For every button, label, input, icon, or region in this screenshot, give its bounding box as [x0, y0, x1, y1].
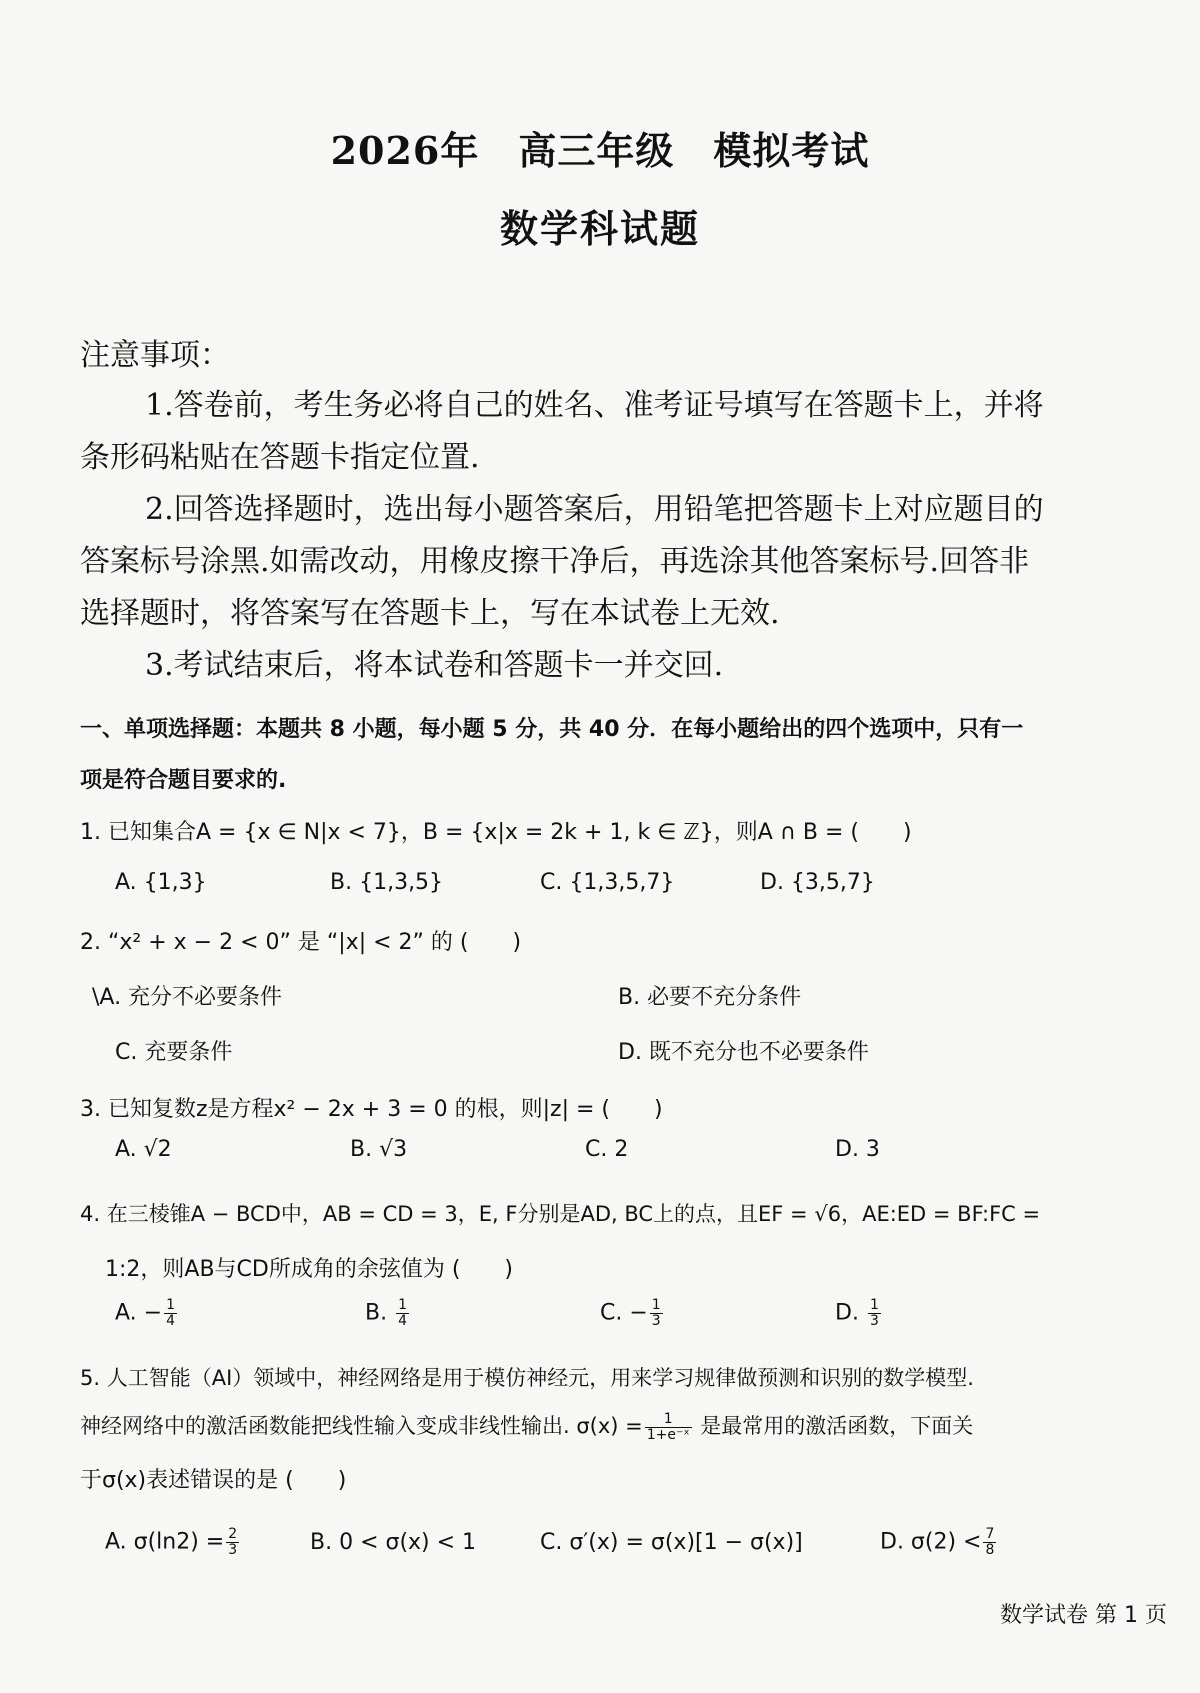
fraction — [868, 1298, 881, 1329]
section-1-heading: 一、单项选择题：本题共 8 小题，每小题 5 分，共 40 分．在每小题给出的四个选项中，只有一 — [80, 717, 1024, 742]
notice-item-3: 3.考试结束后，将本试卷和答题卡一并交回. — [145, 648, 724, 683]
notice-item-1-line-1: 1.答卷前，考生务必将自己的姓名、准考证号填写在答题卡上，并将 — [145, 388, 1044, 423]
fraction-denominator: 3 — [651, 1313, 661, 1329]
question-1-option-a: A. {1,3} — [115, 870, 207, 895]
question-5-option-b: B. 0 < σ(x) < 1 — [310, 1530, 477, 1555]
section-1-heading-line-2: 项是符合题目要求的. — [80, 768, 287, 793]
question-4-option-d — [835, 1298, 883, 1329]
fraction-denominator: 3 — [869, 1313, 879, 1329]
question-5-line-1: 5. 人工智能（AI）领域中，神经网络是用于模仿神经元，用来学习规律做预测和识别的数学模型. — [80, 1366, 974, 1390]
fraction — [650, 1298, 663, 1329]
option-label: D. — [835, 1300, 866, 1326]
question-3-option-d: D. 3 — [835, 1137, 880, 1162]
fraction-denominator: 1+e⁻ˣ — [646, 1426, 690, 1443]
question-5-option-c: C. σ′(x) = σ(x)[1 − σ(x)] — [540, 1530, 803, 1555]
question-4-option-b — [365, 1298, 411, 1329]
fraction-denominator: 3 — [228, 1542, 238, 1558]
fraction — [164, 1298, 177, 1329]
question-5-option-a — [105, 1527, 241, 1558]
question-5-option-d — [880, 1527, 998, 1558]
notice-item-2-line-1: 2.回答选择题时，选出每小题答案后，用铅笔把答题卡上对应题目的 — [145, 492, 1044, 527]
notice-heading: 注意事项： — [80, 338, 230, 373]
notice-item-2-line-2: 答案标号涂黑.如需改动，用橡皮擦干净后，再选涂其他答案标号.回答非 — [80, 544, 1030, 579]
question-1-stem: 1. 已知集合A = {x ∈ N|x < 7}，B = {x|x = 2k + 1, k ∈ ℤ}，则A ∩ B = ( ) — [80, 820, 912, 845]
notice-item-2-line-3: 选择题时，将答案写在答题卡上，写在本试卷上无效. — [80, 596, 780, 631]
fraction-denominator: 4 — [398, 1313, 408, 1329]
fraction — [396, 1298, 409, 1329]
question-2-option-a: \A. 充分不必要条件 — [92, 985, 283, 1010]
option-label: A. σ(ln2) = — [105, 1529, 225, 1555]
notice-item-1-line-2: 条形码粘贴在答题卡指定位置. — [80, 440, 480, 475]
question-5-line-3: 于σ(x)表述错误的是 ( ) — [80, 1468, 347, 1493]
question-5-text-b: 是最常用的激活函数，下面关 — [693, 1414, 974, 1438]
fraction-denominator: 4 — [166, 1313, 176, 1329]
fraction — [983, 1527, 996, 1558]
option-label: D. σ(2) < — [880, 1529, 982, 1555]
fraction-numerator: 2 — [228, 1526, 238, 1542]
question-5-text-a: 神经网络中的激活函数能把线性输入变成非线性输出. σ(x) = — [80, 1414, 643, 1438]
fraction-numerator: 1 — [398, 1297, 408, 1313]
subject-title: 数学科试题 — [499, 206, 700, 251]
question-2-option-c: C. 充要条件 — [115, 1040, 233, 1065]
page-footer: 数学试卷 第 1 页 — [1000, 1603, 1167, 1628]
sigmoid-fraction — [645, 1412, 692, 1443]
fraction-numerator: 1 — [166, 1297, 176, 1313]
question-4-stem-line-2: 1:2，则AB与CD所成角的余弦值为 ( ) — [105, 1257, 514, 1282]
question-4-option-c — [600, 1298, 665, 1329]
option-label: B. — [365, 1300, 395, 1326]
question-1-option-b: B. {1,3,5} — [330, 870, 444, 895]
question-1-option-c: C. {1,3,5,7} — [540, 870, 675, 895]
fraction-denominator: 8 — [985, 1542, 995, 1558]
question-4-option-a — [115, 1298, 179, 1329]
question-5-line-2 — [80, 1410, 973, 1443]
question-3-option-b: B. √3 — [350, 1137, 408, 1162]
question-3-option-a: A. √2 — [115, 1137, 172, 1162]
option-label: A. − — [115, 1300, 163, 1326]
option-label: C. − — [600, 1300, 648, 1326]
question-2-stem: 2. “x² + x − 2 < 0” 是 “|x| < 2” 的 ( ) — [80, 930, 522, 955]
question-3-stem: 3. 已知复数z是方程x² − 2x + 3 = 0 的根，则|z| = ( ) — [80, 1097, 663, 1122]
fraction-numerator: 1 — [645, 1412, 692, 1428]
fraction-numerator: 7 — [985, 1526, 995, 1542]
question-4-stem-line-1: 4. 在三棱锥A − BCD中，AB = CD = 3，E, F分别是AD, BC上的点，且EF = √6，AE:ED = BF:FC = — [80, 1202, 1041, 1226]
question-1-option-d: D. {3,5,7} — [760, 870, 875, 895]
fraction-numerator: 1 — [869, 1297, 879, 1313]
question-3-option-c: C. 2 — [585, 1137, 629, 1162]
question-2-option-d: D. 既不充分也不必要条件 — [618, 1040, 869, 1065]
fraction-numerator: 1 — [651, 1297, 661, 1313]
exam-title: 2026年 高三年级 模拟考试 — [330, 128, 870, 173]
question-2-option-b: B. 必要不充分条件 — [618, 985, 802, 1010]
fraction — [226, 1527, 239, 1558]
